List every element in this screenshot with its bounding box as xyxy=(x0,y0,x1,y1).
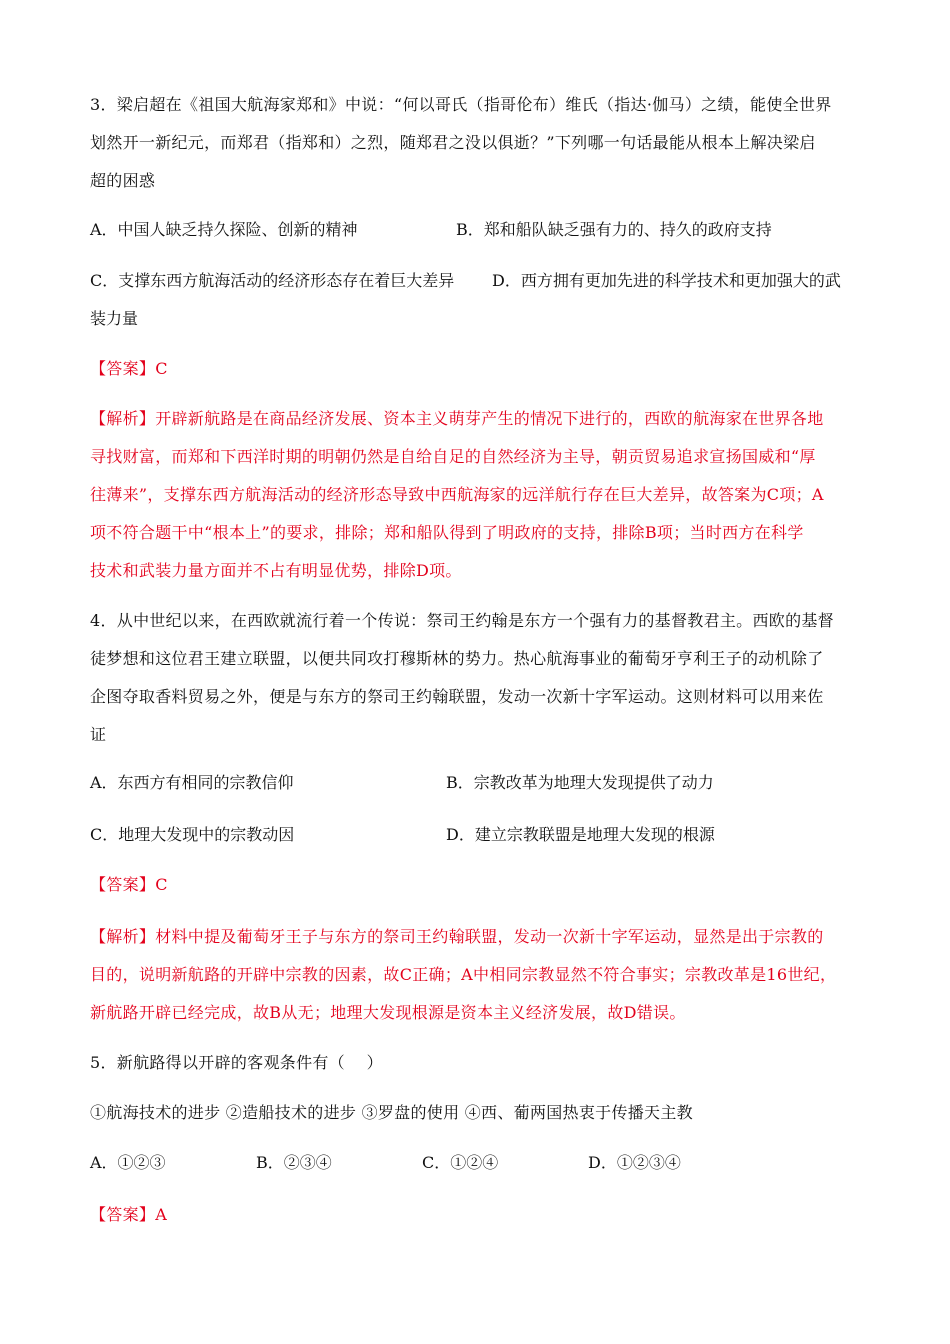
q3-stem-line-1: 3．梁启超在《祖国大航海家郑和》中说：“何以哥氏（指哥伦布）维氏（指达·伽马）之绩，能使全世界 xyxy=(90,95,832,114)
q4-stem-line-1: 4．从中世纪以来，在西欧就流行着一个传说：祭司王约翰是东方一个强有力的基督教君主。西欧的基督 xyxy=(90,611,834,630)
q3-option-a: A．中国人缺乏持久探险、创新的精神 xyxy=(90,220,358,239)
q3-option-b: B．郑和船队缺乏强有力的、持久的政府支持 xyxy=(456,220,772,239)
q4-analysis-line-2: 目的，说明新航路的开辟中宗教的因素，故C正确；A中相同宗教显然不符合事实；宗教改革是16世纪， xyxy=(90,965,837,984)
q4-stem-line-2: 徒梦想和这位君王建立联盟，以便共同攻打穆斯林的势力。热心航海事业的葡萄牙亨利王子的动机除了 xyxy=(90,649,824,668)
q5-option-c: C．①②④ xyxy=(422,1153,499,1172)
q3-analysis-line-5: 技术和武装力量方面并不占有明显优势，排除D项。 xyxy=(90,561,462,580)
q3-analysis-line-3: 往薄来”，支撑东西方航海活动的经济形态导致中西航海家的远洋航行存在巨大差异，故答案为C项；A xyxy=(90,485,824,504)
q3-analysis-line-2: 寻找财富，而郑和下西洋时期的明朝仍然是自给自足的自然经济为主导，朝贡贸易追求宣扬国威和“厚 xyxy=(90,447,816,466)
q3-analysis-line-4: 项不符合题干中“根本上”的要求，排除；郑和船队得到了明政府的支持，排除B项；当时西方在科学 xyxy=(90,523,804,542)
q5-answer: 【答案】A xyxy=(90,1205,168,1224)
q3-answer: 【答案】C xyxy=(90,359,168,378)
q4-stem-line-4: 证 xyxy=(90,725,107,744)
q4-option-d: D．建立宗教联盟是地理大发现的根源 xyxy=(446,825,715,844)
q5-option-d: D．①②③④ xyxy=(588,1153,681,1172)
q3-option-d-line-2: 装力量 xyxy=(90,309,139,328)
q5-items: ①航海技术的进步 ②造船技术的进步 ③罗盘的使用 ④西、葡两国热衷于传播天主教 xyxy=(90,1103,693,1122)
q4-analysis-line-1: 【解析】材料中提及葡萄牙王子与东方的祭司王约翰联盟，发动一次新十字军运动，显然是出于宗教的 xyxy=(90,927,824,946)
q4-option-a: A．东西方有相同的宗教信仰 xyxy=(90,773,294,792)
q4-analysis-line-3: 新航路开辟已经完成，故B从无；地理大发现根源是资本主义经济发展，故D错误。 xyxy=(90,1003,686,1022)
q3-stem-line-2: 划然开一新纪元，而郑君（指郑和）之烈，随郑君之没以俱逝？”下列哪一句话最能从根本上解决梁启 xyxy=(90,133,816,152)
q4-answer: 【答案】C xyxy=(90,875,168,894)
q4-option-b: B．宗教改革为地理大发现提供了动力 xyxy=(446,773,714,792)
q5-option-a: A．①②③ xyxy=(90,1153,166,1172)
q3-option-d-line-1: D．西方拥有更加先进的科学技术和更加强大的武 xyxy=(492,271,841,290)
q3-option-c: C．支撑东西方航海活动的经济形态存在着巨大差异 xyxy=(90,271,455,290)
q5-option-b: B．②③④ xyxy=(256,1153,332,1172)
q4-stem-line-3: 企图夺取香料贸易之外，便是与东方的祭司王约翰联盟，发动一次新十字军运动。这则材料可以用来佐 xyxy=(90,687,824,706)
q4-option-c: C．地理大发现中的宗教动因 xyxy=(90,825,295,844)
q5-stem: 5．新航路得以开辟的客观条件有（ ） xyxy=(90,1053,383,1072)
q3-stem-line-3: 超的困惑 xyxy=(90,171,156,190)
q3-analysis-line-1: 【解析】开辟新航路是在商品经济发展、资本主义萌芽产生的情况下进行的，西欧的航海家在世界各地 xyxy=(90,409,824,428)
